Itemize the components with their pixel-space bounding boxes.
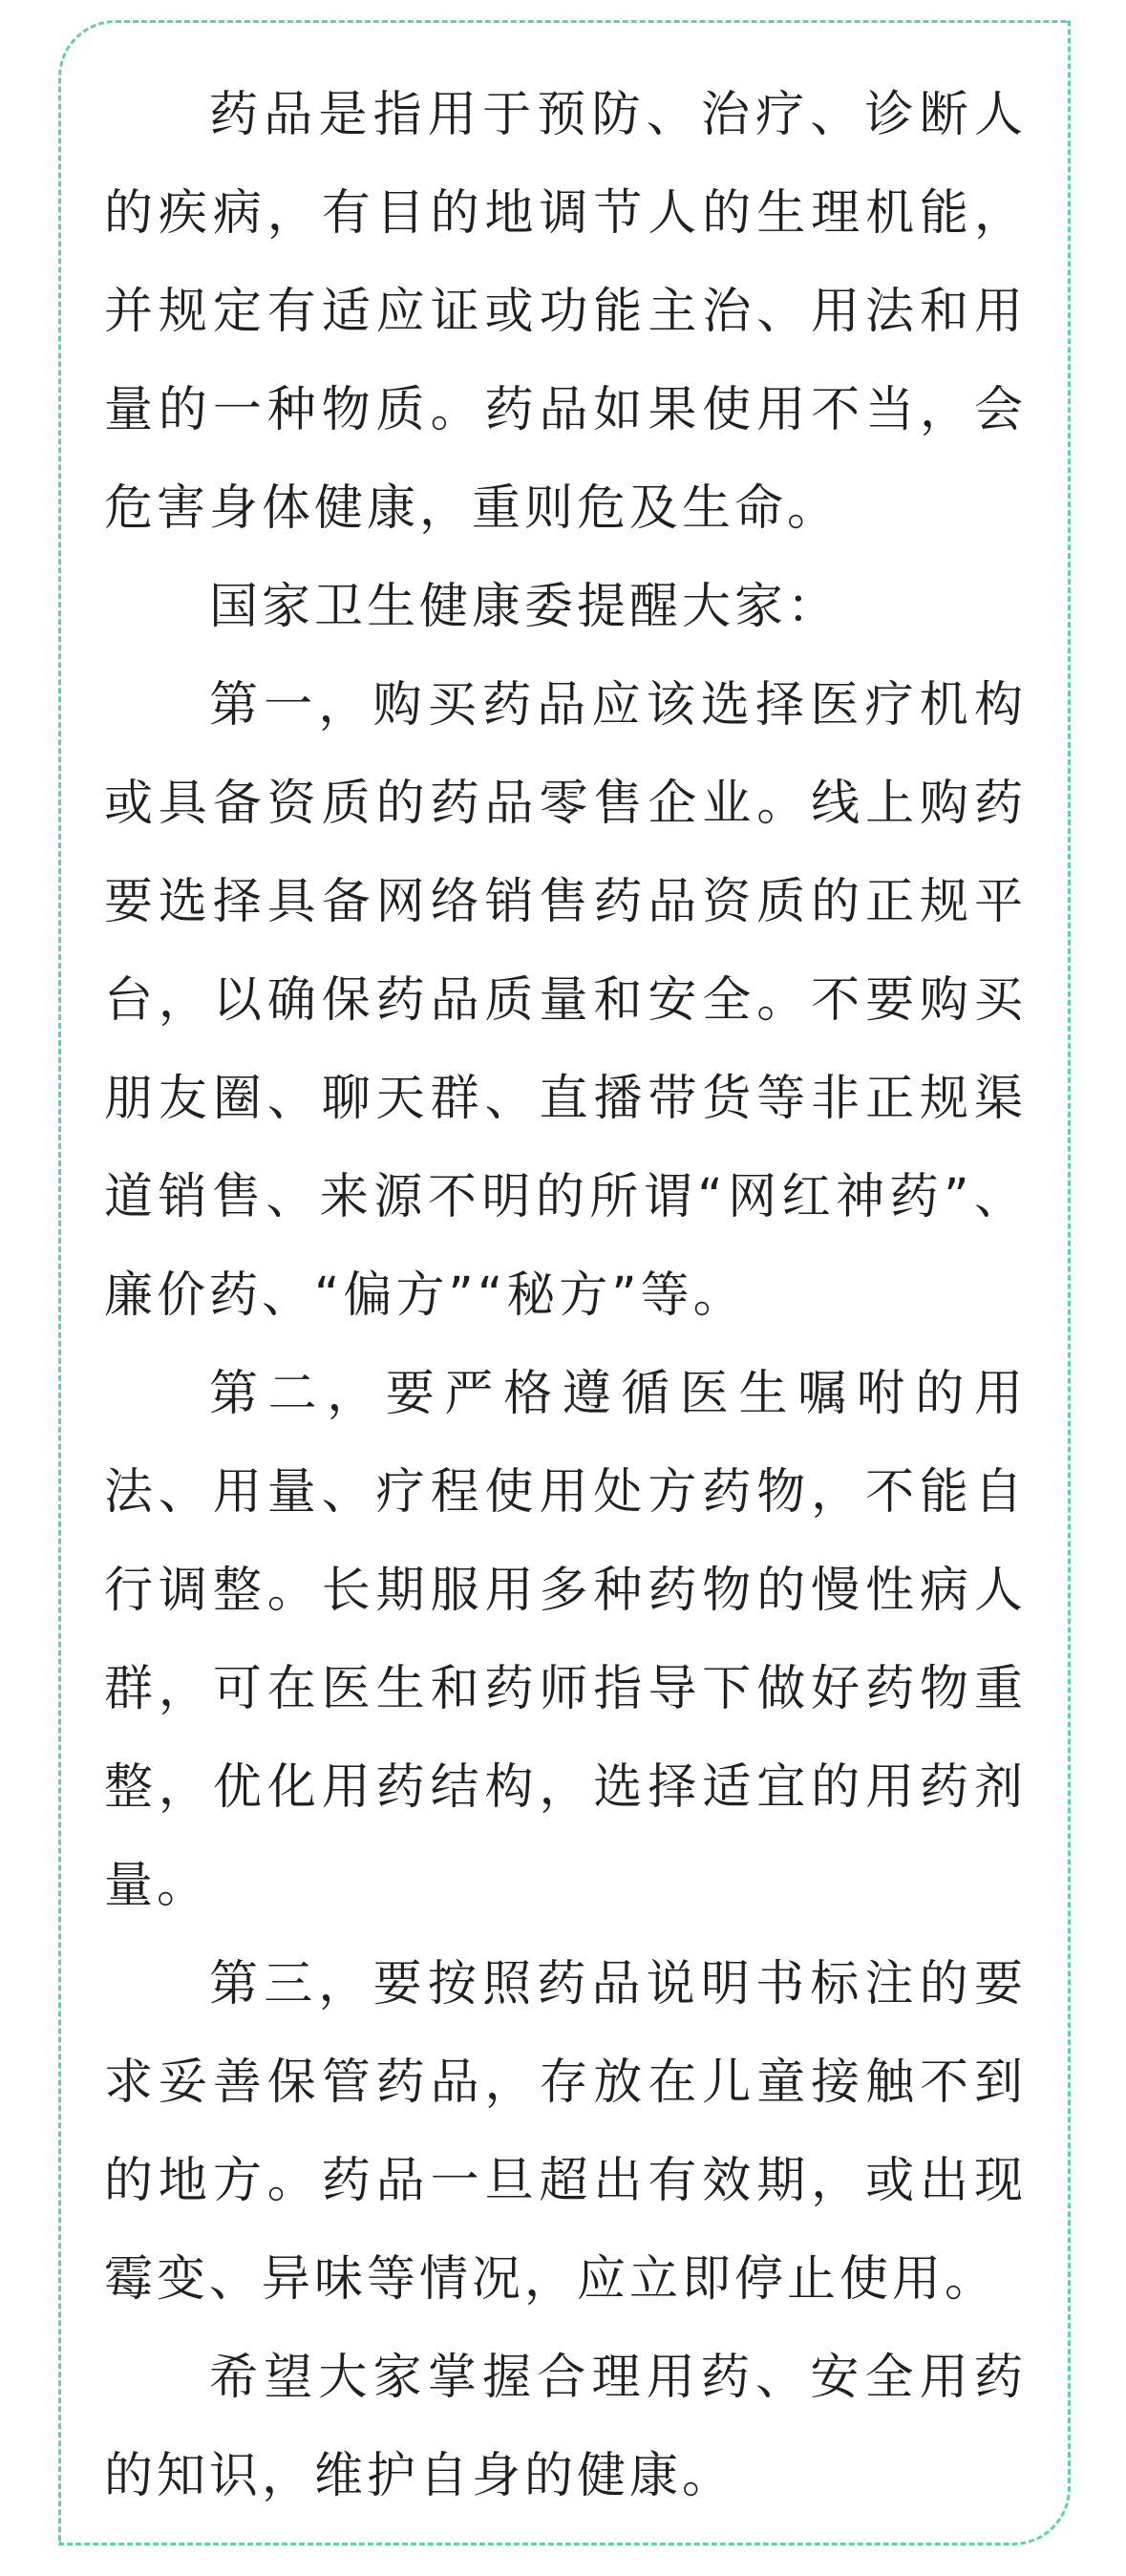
- paragraph-intro: 药品是指用于预防、治疗、诊断人的疾病，有目的地调节人的生理机能，并规定有适应证或功能主治、用法和用量的一种物质。药品如果使用不当，会危害身体健康，重则危及生命。: [104, 87, 1027, 537]
- paragraph-point-one: 第一，购买药品应该选择医疗机构或具备资质的药品零售企业。线上购药要选择具备网络销售药品资质的正规平台，以确保药品质量和安全。不要购买朋友圈、聊天群、直播带货等非正规渠道销售、来源不明的所谓“网红神药”、廉价药、“偏方”“秘方”等。: [104, 677, 1027, 1324]
- paragraph-closing: 希望大家掌握合理用药、安全用药的知识，维护自身的健康。: [104, 2350, 1027, 2504]
- paragraph-reminder-heading: 国家卫生健康委提醒大家：: [209, 579, 840, 635]
- paragraph-point-two: 第二，要严格遵循医生嘱咐的用法、用量、疗程使用处方药物，不能自行调整。长期服用多种药物的慢性病人群，可在医生和药师指导下做好药物重整，优化用药结构，选择适宜的用药剂量。: [104, 1366, 1027, 1914]
- paragraph-point-three: 第三，要按照药品说明书标注的要求妥善保管药品，存放在儿童接触不到的地方。药品一旦超出有效期，或出现霉变、异味等情况，应立即停止使用。: [104, 1956, 1027, 2308]
- article-body: [104, 66, 1027, 2525]
